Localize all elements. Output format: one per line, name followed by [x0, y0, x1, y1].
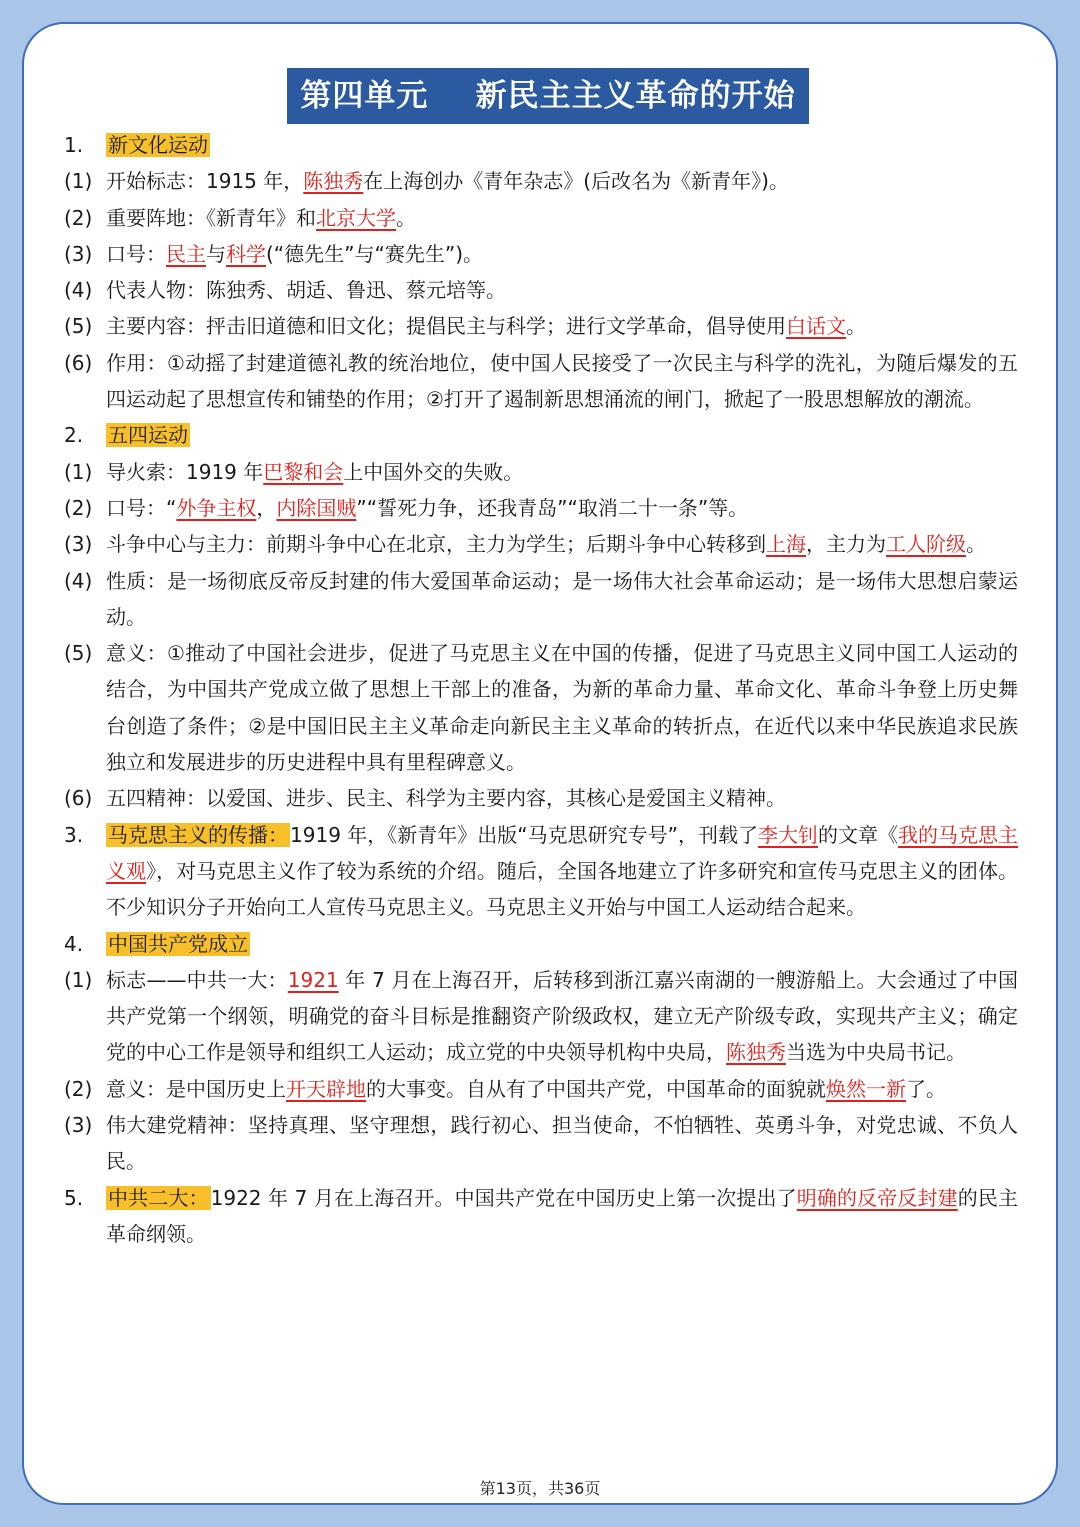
text-segment: 的大事变。自从有了中国共产党，中国革命的面貌就 [366, 1076, 826, 1101]
text-segment: 的民主革命纲领。 [106, 1185, 1019, 1246]
item-number: (1) [64, 169, 93, 194]
item-text [106, 962, 1018, 1071]
item-number: (2) [64, 1076, 93, 1101]
key-term: 陈独秀 [303, 169, 364, 194]
text-segment: 1922 年 7 月在上海召开。中国共产党在中国历史上第一次提出了 [210, 1185, 797, 1210]
text-segment: 意义：是中国历史上 [106, 1076, 286, 1101]
text-segment: 在上海创办《青年杂志》(后改名为《新青年》)。 [363, 169, 789, 194]
key-term: 巴黎和会 [263, 459, 344, 484]
text-segment: 。 [396, 205, 416, 230]
item-text [106, 926, 1018, 962]
highlighted-term: 新文化运动 [108, 133, 208, 157]
text-segment: ，主力为 [806, 532, 886, 557]
item-number: (1) [64, 967, 93, 992]
key-term: 陈独秀 [726, 1040, 786, 1065]
key-term: 外争主权 [176, 495, 257, 520]
unit-title: 第四单元 新民主主义革命的开始 [287, 68, 809, 124]
list-item [64, 962, 1018, 1071]
highlighted-term: 中共二大： [108, 1185, 209, 1210]
item-text [106, 236, 1018, 272]
key-term: 明确的反帝反封建 [796, 1185, 958, 1210]
item-number: 1. [64, 133, 84, 157]
text-segment: 主要内容：抨击旧道德和旧文化；提倡民主与科学；进行文学革命，倡导使用 [106, 314, 786, 339]
item-number: (5) [64, 314, 93, 339]
key-term: 北京大学 [316, 205, 396, 230]
item-number: (5) [64, 641, 93, 666]
list-item [64, 817, 1018, 926]
text-segment: 性质：是一场彻底反帝反封建的伟大爱国革命运动；是一场伟大社会革命运动；是一场伟大思想启蒙运动。 [106, 568, 1018, 629]
list-item [64, 635, 1018, 780]
item-text [106, 1180, 1018, 1253]
text-segment: 斗争中心与主力：前期斗争中心在北京，主力为学生；后期斗争中心转移到 [106, 532, 766, 557]
item-text [106, 490, 1018, 526]
text-segment: 口号：“ [106, 495, 177, 520]
section-heading [64, 127, 1018, 163]
text-segment: 伟大建党精神：坚持真理、坚守理想，践行初心、担当使命，不怕牺牲、英勇斗争，对党忠诚、不负人民。 [106, 1113, 1018, 1174]
item-text [106, 817, 1018, 926]
key-term: 上海 [766, 532, 806, 557]
item-number: (3) [64, 1113, 93, 1138]
list-item [64, 563, 1018, 636]
item-number: (1) [64, 459, 93, 484]
item-number: (2) [64, 495, 93, 520]
text-segment: 导火索：1919 年 [106, 459, 264, 484]
key-term: 民主 [166, 241, 206, 266]
item-text [106, 127, 1018, 163]
item-number: 3. [64, 822, 84, 847]
item-text [106, 526, 1018, 562]
list-item [64, 454, 1018, 490]
item-text [106, 563, 1018, 636]
text-segment: 了。 [906, 1076, 946, 1101]
item-number: (6) [64, 786, 93, 811]
item-number: 4. [64, 931, 84, 956]
text-segment: 与 [206, 241, 226, 266]
list-item [64, 308, 1018, 344]
list-item [64, 526, 1018, 562]
list-item [64, 490, 1018, 526]
list-item [64, 272, 1018, 308]
text-segment: 。 [846, 314, 866, 339]
text-segment: 重要阵地：《新青年》和 [106, 205, 316, 230]
text-segment: 1919 年，《新青年》出版“马克思研究专号”，刊载了 [290, 822, 759, 847]
highlighted-term: 五四运动 [108, 423, 188, 448]
section-heading [64, 926, 1018, 962]
list-item [64, 780, 1018, 816]
text-segment: (“德先生”与“赛先生”)。 [266, 241, 484, 266]
item-number: (3) [64, 241, 93, 266]
text-segment: 五四精神：以爱国、进步、民主、科学为主要内容，其核心是爱国主义精神。 [106, 786, 786, 811]
item-text [106, 200, 1018, 236]
list-item [64, 1107, 1018, 1180]
text-segment: ”“誓死力争，还我青岛”“取消二十一条”等。 [356, 495, 749, 520]
text-segment: ， [256, 495, 277, 520]
item-number: (2) [64, 205, 93, 230]
key-term: 科学 [226, 241, 266, 266]
list-item [64, 1071, 1018, 1107]
text-segment: 代表人物：陈独秀、胡适、鲁迅、蔡元培等。 [106, 278, 506, 303]
text-segment: 的文章《 [818, 822, 899, 847]
key-term: 我的马克思主义观 [106, 822, 1019, 883]
list-item [64, 236, 1018, 272]
item-text [106, 1107, 1018, 1180]
text-segment: 当选为中央局书记。 [786, 1040, 966, 1065]
text-segment: 》，对马克思主义作了较为系统的介绍。随后，全国各地建立了许多研究和宣传马克思主义的团体。不少知识分子开始向工人宣传马克思主义。马克思主义开始与中国工人运动结合起来。 [106, 858, 1019, 920]
notes-body [64, 127, 1018, 1252]
list-item [64, 1180, 1018, 1253]
highlighted-term: 中国共产党成立 [108, 931, 248, 956]
text-segment: 标志——中共一大： [106, 967, 288, 992]
text-segment: 作用：①动摇了封建道德礼教的统治地位，使中国人民接受了一次民主与科学的洗礼，为随后爆发的五四运动起了思想宣传和铺垫的作用；②打开了遏制新思想涌流的闸门，掀起了一股思想解放的潮流。 [106, 350, 1018, 412]
list-item [64, 163, 1018, 199]
text-segment: 。 [966, 532, 986, 557]
item-number: (3) [64, 532, 93, 557]
key-term: 焕然一新 [826, 1076, 906, 1101]
highlighted-term: 马克思主义的传播： [108, 822, 289, 847]
item-number: 5. [64, 1185, 84, 1210]
item-number: (6) [64, 350, 93, 375]
key-term: 李大钊 [758, 822, 819, 847]
item-number: 2. [64, 423, 84, 448]
section-heading [64, 417, 1018, 453]
item-text [106, 454, 1018, 490]
text-segment: 上中国外交的失败。 [343, 459, 524, 484]
item-text [106, 1071, 1018, 1107]
key-term: 开天辟地 [286, 1076, 366, 1101]
item-text [106, 308, 1018, 344]
text-segment: 口号： [106, 241, 166, 266]
list-item [64, 345, 1018, 418]
text-segment: 年 7 月在上海召开，后转移到浙江嘉兴南湖的一艘游船上。大会通过了中国共产党第一个纲领，明确党的奋斗目标是推翻资产阶级政权，建立无产阶级专政，实现共产主义；确定党的中心工作是领导和组织工人运动；成立党的中央领导机构中央局， [106, 967, 1019, 1065]
item-text [106, 635, 1018, 780]
text-segment: 开始标志：1915 年， [106, 169, 304, 194]
item-text [106, 163, 1018, 199]
item-text [106, 345, 1018, 418]
key-term: 1921 [287, 967, 339, 992]
key-term: 工人阶级 [886, 532, 966, 557]
key-term: 白话文 [786, 314, 846, 339]
key-term: 内除国贼 [276, 495, 357, 520]
item-number: (4) [64, 568, 93, 593]
text-segment: 意义：①推动了中国社会进步，促进了马克思主义在中国的传播，促进了马克思主义同中国工人运动的结合，为中国共产党成立做了思想上干部上的准备，为新的革命力量、革命文化、革命斗争登上历史舞台创造了条件；②是中国旧民主主义革命走向新民主主义革命的转折点，在近代以来中华民族追求民族独立和发展进步的历史进程中具有里程碑意义。 [106, 641, 1018, 775]
item-text [106, 417, 1018, 453]
item-number: (4) [64, 278, 93, 303]
list-item [64, 200, 1018, 236]
item-text [106, 780, 1018, 816]
page-number: 第13页，共36页 [479, 1479, 601, 1498]
item-text [106, 272, 1018, 308]
